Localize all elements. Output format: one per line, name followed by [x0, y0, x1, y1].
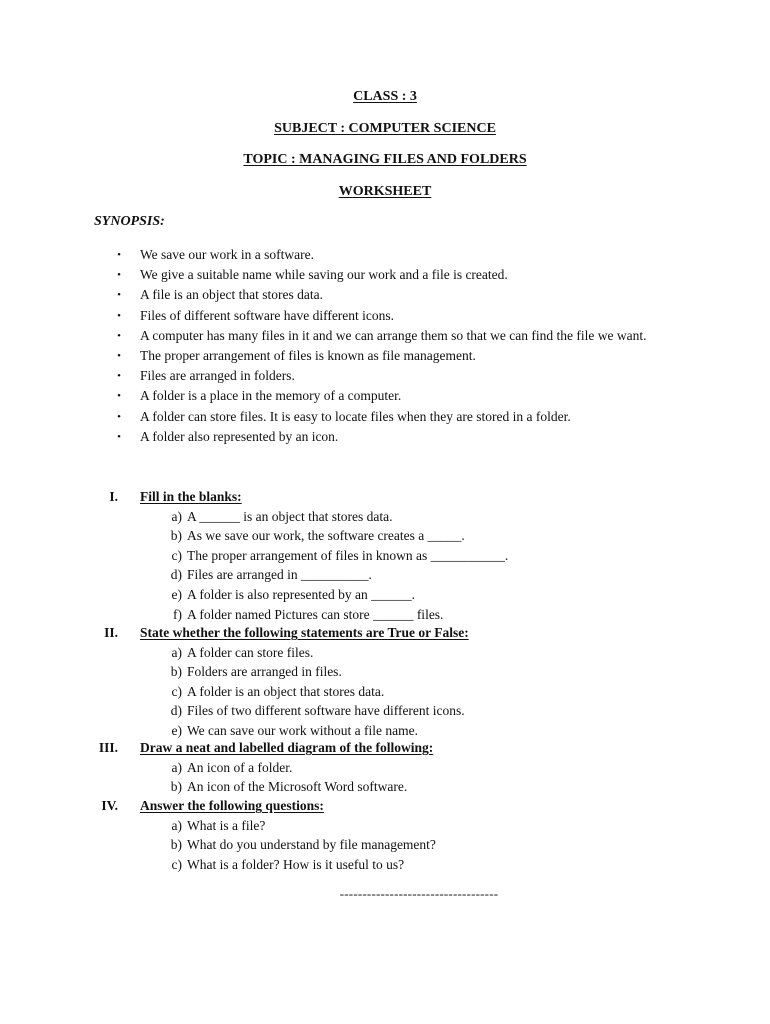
- end-divider: -----------------------------------: [339, 886, 499, 901]
- question-item: [80, 855, 680, 875]
- bullet-icon: •: [117, 329, 121, 342]
- bullet-icon: •: [117, 269, 121, 282]
- question-text: Files are arranged in __________.: [187, 567, 372, 583]
- synopsis-list: [114, 245, 674, 447]
- subject-heading: [0, 120, 770, 138]
- synopsis-item-text: We save our work in a software.: [140, 247, 314, 262]
- question-letter: b): [170, 779, 182, 795]
- synopsis-item-text: A file is an object that stores data.: [140, 287, 323, 303]
- question-letter: c): [171, 547, 182, 563]
- question-item: [80, 526, 680, 546]
- question-text: Files of two different software have different icons.: [187, 703, 465, 719]
- worksheet-heading: [0, 183, 770, 201]
- section-number: I.: [109, 489, 118, 504]
- worksheet-heading-text: WORKSHEET: [338, 184, 432, 199]
- bullet-icon: •: [117, 309, 121, 322]
- synopsis-item-text: A folder also represented by an icon.: [140, 428, 339, 444]
- question-letter: b): [170, 528, 182, 544]
- section-heading: [80, 487, 680, 507]
- bullet-icon: •: [117, 289, 121, 302]
- synopsis-item-text: Files are arranged in folders.: [140, 368, 295, 384]
- question-text: A folder can store files.: [187, 644, 314, 660]
- question-letter: f): [173, 606, 182, 622]
- question-text: A ______ is an object that stores data.: [187, 508, 393, 524]
- synopsis-item-text: The proper arrangement of files is known as file management.: [140, 348, 476, 364]
- question-letter: c): [171, 856, 182, 872]
- section-heading: [80, 738, 680, 758]
- synopsis-item-text: A computer has many files in it and we can arrange them so that we can find the file we want.: [140, 327, 647, 343]
- question-letter: d): [170, 567, 182, 583]
- subject-heading-text: SUBJECT : COMPUTER SCIENCE: [274, 121, 496, 136]
- bullet-icon: •: [117, 430, 121, 443]
- question-list: [80, 758, 680, 797]
- topic-heading-text: TOPIC : MANAGING FILES AND FOLDERS: [243, 152, 527, 167]
- synopsis-item-text: A folder is a place in the memory of a computer.: [140, 388, 402, 404]
- question-item: [80, 643, 680, 663]
- question-text: Folders are arranged in files.: [187, 664, 342, 680]
- synopsis-title: SYNOPSIS:: [94, 214, 165, 229]
- question-text: A folder is an object that stores data.: [187, 683, 385, 699]
- question-item: [80, 585, 680, 605]
- question-text: The proper arrangement of files in known as ___________.: [187, 547, 509, 563]
- synopsis-item: [114, 366, 674, 386]
- synopsis-item-text: We give a suitable name while saving our work and a file is created.: [140, 267, 508, 283]
- question-item: [80, 546, 680, 566]
- question-text: A folder named Pictures can store ______ files.: [187, 606, 444, 622]
- section-number: III.: [98, 740, 118, 755]
- section-number: IV.: [101, 798, 118, 813]
- question-text: We can save our work without a file name.: [187, 722, 418, 738]
- question-text: What is a file?: [187, 817, 266, 833]
- question-list: [80, 816, 680, 875]
- question-item: [80, 816, 680, 836]
- question-letter: a): [171, 644, 182, 660]
- synopsis-item-text: Files of different software have different icons.: [140, 307, 395, 323]
- bullet-icon: •: [117, 249, 121, 261]
- question-list: [80, 507, 680, 625]
- bullet-icon: •: [117, 350, 121, 363]
- question-letter: a): [171, 759, 182, 775]
- section-title: Answer the following questions:: [140, 798, 324, 813]
- synopsis-item: [114, 326, 674, 346]
- section-title: Draw a neat and labelled diagram of the following:: [140, 740, 434, 755]
- question-item: [80, 835, 680, 855]
- question-text: A folder is also represented by an ______.: [187, 586, 415, 602]
- synopsis-item: [114, 285, 674, 305]
- question-item: [80, 565, 680, 585]
- synopsis-item: [114, 346, 674, 366]
- synopsis-item: [114, 427, 674, 447]
- bullet-icon: •: [117, 410, 121, 423]
- section-number: II.: [104, 625, 118, 640]
- topic-heading: [0, 151, 770, 169]
- synopsis-item: [114, 407, 674, 427]
- section-true-false: [80, 623, 680, 741]
- synopsis-item: [114, 306, 674, 326]
- question-text: An icon of a folder.: [187, 759, 293, 775]
- section-draw-diagram: [80, 738, 680, 797]
- question-item: [80, 605, 680, 625]
- question-item: [80, 662, 680, 682]
- question-item: [80, 758, 680, 778]
- section-heading: [80, 623, 680, 643]
- synopsis-item-text: A folder can store files. It is easy to locate files when they are stored in a folder.: [140, 408, 571, 424]
- synopsis-item: [114, 265, 674, 285]
- question-letter: d): [170, 703, 182, 719]
- class-heading-text: CLASS : 3: [353, 89, 417, 104]
- section-answer-questions: [80, 796, 680, 874]
- bullet-icon: •: [117, 390, 121, 403]
- class-heading: [0, 88, 770, 106]
- section-heading: [80, 796, 680, 816]
- question-text: What is a folder? How is it useful to us?: [187, 856, 405, 872]
- question-item: [80, 777, 680, 797]
- question-letter: e): [171, 722, 182, 738]
- question-text: What do you understand by file management?: [187, 837, 436, 853]
- question-item: [80, 682, 680, 702]
- question-item: [80, 507, 680, 527]
- question-letter: b): [170, 837, 182, 853]
- question-list: [80, 643, 680, 741]
- section-title: Fill in the blanks:: [140, 489, 242, 504]
- question-item: [80, 701, 680, 721]
- question-letter: a): [171, 508, 182, 524]
- question-text: As we save our work, the software creates a _____.: [187, 528, 465, 544]
- synopsis-item: [114, 386, 674, 406]
- question-letter: a): [171, 817, 182, 833]
- synopsis-item: [114, 245, 674, 265]
- bullet-icon: •: [117, 370, 121, 383]
- question-letter: e): [171, 586, 182, 602]
- question-letter: b): [170, 664, 182, 680]
- question-letter: c): [171, 683, 182, 699]
- section-fill-blanks: [80, 487, 680, 624]
- question-text: An icon of the Microsoft Word software.: [187, 779, 408, 795]
- section-title: State whether the following statements are True or False:: [140, 625, 469, 640]
